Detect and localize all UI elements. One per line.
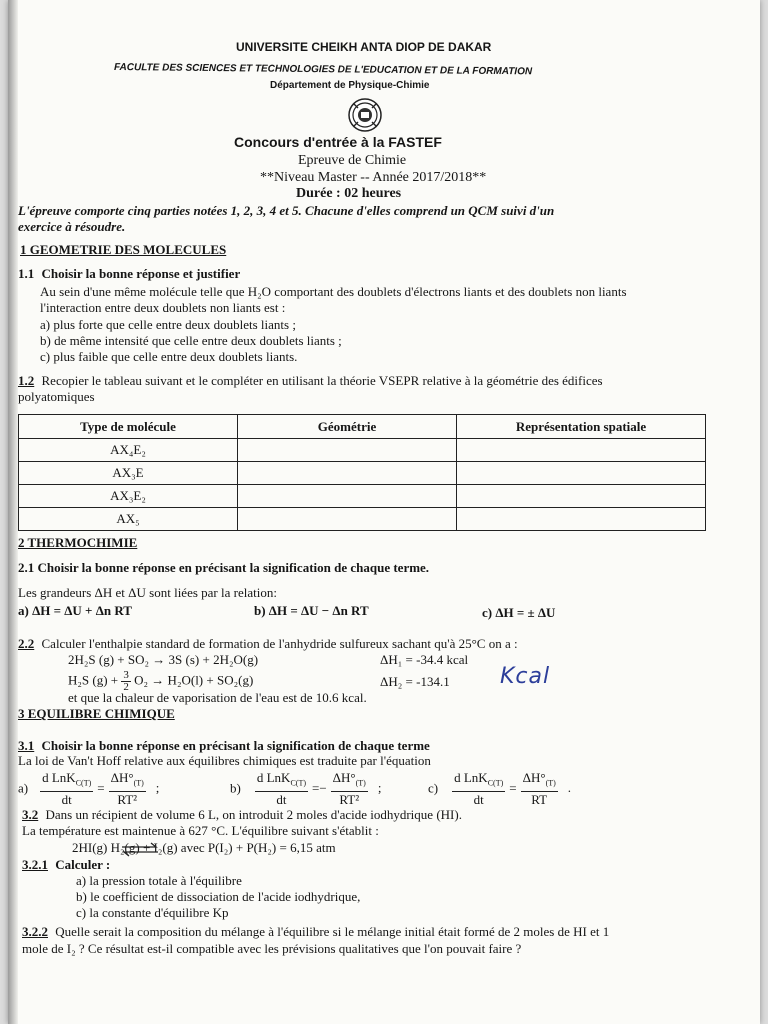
q321-item-b: b) le coefficient de dissociation de l'acide iodhydrique, (76, 889, 361, 904)
table-cell-geometry (238, 462, 457, 485)
option-c-lhs (452, 770, 505, 807)
q321-item-c: c) la constante d'équilibre Kp (76, 905, 229, 920)
q11-option-b: b) de même intensité que celle entre deux doublets liants ; (40, 333, 342, 348)
coefficient-numerator: 3 (123, 669, 129, 681)
q21-title: 2.1 Choisir la bonne réponse en précisant la signification de chaque terme. (18, 560, 430, 575)
q11-line-2: l'interaction entre deux doublets non liants est : (40, 300, 286, 315)
rhs-subscript: (T) (355, 778, 366, 788)
q21-relation: Les grandeurs ΔH et ΔU sont liées par la relation: (18, 585, 277, 600)
rhs-numerator: ΔH° (522, 770, 546, 785)
exam-title: Concours d'entrée à la FASTEF (234, 134, 442, 150)
lhs-numerator: d LnK (42, 770, 76, 785)
page-edge-shadow (8, 0, 18, 1024)
table-header-row (19, 415, 706, 439)
equilibrium-arrows-icon (120, 841, 160, 857)
table-row (19, 462, 706, 485)
option-b-lhs (255, 770, 308, 807)
vaporisation-heat: et que la chaleur de vaporisation de l'eau est de 10.6 kcal. (68, 690, 367, 705)
q22-line (18, 636, 518, 652)
q11-heading (18, 266, 240, 282)
university-name: UNIVERSITE CHEIKH ANTA DIOP DE DAKAR (236, 40, 492, 54)
option-c-rhs (521, 770, 558, 807)
exam-page (8, 0, 760, 1024)
vanthoff-option-b: b) $\frac{d LnK_{C(T)}}{dt}$ =− $\frac{\Delta H^\circ_{(T)}}{\text{RT²}}$ ; (230, 770, 382, 807)
lhs-subscript: C(T) (75, 778, 92, 788)
q22-number: 2.2 (18, 636, 35, 651)
lhs-subscript: C(T) (487, 778, 504, 788)
option-b-rhs (331, 770, 368, 807)
q32-text: Dans un récipient de volume 6 L, on introduit 2 moles d'acide iodhydrique (HI). (45, 807, 462, 822)
part1-heading: 1 GEOMETRIE DES MOLECULES (20, 242, 227, 257)
handwritten-unit: Kcal (500, 664, 551, 689)
table-header-representation: Représentation spatiale (457, 415, 706, 439)
q11-option-c: c) plus faible que celle entre deux doublets liants. (40, 349, 298, 364)
q11-option-a: a) plus forte que celle entre deux doublets liants ; (40, 317, 296, 332)
q322-line-1 (22, 924, 609, 940)
lhs-denominator: dt (276, 791, 287, 807)
q321-heading (22, 857, 110, 873)
q12-line-2: polyatomiques (18, 389, 95, 404)
option-a-lhs (40, 770, 93, 807)
department-name: Département de Physique-Chimie (270, 80, 430, 91)
reaction-1-enthalpy: ΔH₁ = -34.4 kcal (380, 652, 469, 667)
table-cell-type: AX₃E₂ (19, 485, 238, 508)
vsepr-table (18, 414, 706, 531)
q321-item-a: a) la pression totale à l'équilibre (76, 873, 242, 888)
exam-duration: Durée : 02 heures (296, 186, 402, 201)
option-a-label: a) (18, 780, 29, 796)
table-cell-geometry (238, 508, 457, 531)
lhs-numerator: d LnK (256, 770, 291, 785)
table-header-geometry: Géométrie (238, 415, 457, 439)
rhs-subscript: (T) (545, 778, 556, 788)
faculty-name: FACULTE DES SCIENCES ET TECHNOLOGIES DE L'EDUCATION ET DE LA FORMATION (113, 62, 533, 78)
q322-text: Quelle serait la composition du mélange à l'équilibre si le mélange initial était formé de 2 moles de HI et 1 (55, 924, 610, 939)
q322-line-2: mole de I₂ ? Ce résultat est-il compatible avec les prévisions qualitatives que l'on pouvait faire ? (22, 941, 522, 956)
table-cell-representation (457, 462, 706, 485)
rhs-denominator: RT² (117, 791, 138, 807)
q22-text: Calculer l'enthalpie standard de formation de l'anhydride sulfureux sachant qu'à 25°C on a : (41, 636, 518, 651)
lhs-denominator: dt (61, 791, 72, 807)
q322-number: 3.2.2 (22, 924, 48, 939)
q32-line-1 (22, 807, 462, 823)
lhs-subscript: C(T) (290, 778, 306, 788)
q321-number: 3.2.1 (22, 857, 48, 872)
table-header-type: Type de molécule (19, 415, 238, 439)
table-cell-type: AX₅ (19, 508, 238, 531)
q321-title: Calculer : (55, 857, 111, 872)
table-cell-type: AX₄E₂ (19, 439, 238, 462)
reaction-2-right: O₂ → H₂O(l) + SO₂(g) (134, 672, 254, 688)
exam-intro-line-2: exercice à résoudre. (18, 219, 126, 234)
lhs-denominator: dt (473, 791, 484, 807)
q11-line-1: Au sein d'une même molécule telle que H₂O comportant des doublets d'électrons liants et des doublets non liants (40, 284, 627, 299)
equilibrium-equation: 2HI(g) H₂(g) + I₂(g) avec P(I₂) + P(H₂) = 6,15 atm (72, 840, 336, 855)
option-c-end: . (567, 780, 572, 796)
q21-option-c: c) ΔH = ± ΔU (482, 605, 556, 620)
table-cell-representation (457, 508, 706, 531)
q31-heading (18, 738, 430, 754)
q11-number: 1.1 (18, 266, 35, 281)
vanthoff-statement: La loi de Van't Hoff relative aux équilibres chimiques est traduite par l'équation (18, 753, 431, 768)
exam-subject: Epreuve de Chimie (298, 153, 407, 168)
rhs-denominator: RT² (339, 791, 360, 807)
option-a-rhs (109, 770, 146, 807)
q32-number: 3.2 (22, 807, 39, 822)
q12-line-1 (18, 373, 603, 389)
exam-level: **Niveau Master -- Année 2017/2018** (260, 170, 487, 185)
rhs-numerator: ΔH° (110, 770, 134, 785)
vanthoff-option-a: a) $\frac{d LnK_{C(T)}}{dt}$ = $\frac{\Delta H^\circ_{(T)}}{\text{RT²}}$ ; (18, 770, 160, 807)
table-row (19, 485, 706, 508)
table-cell-type: AX₃E (19, 462, 238, 485)
part3-heading: 3 EQUILIBRE CHIMIQUE (18, 706, 175, 721)
reaction-2-enthalpy: ΔH₂ = -134.1 (380, 674, 450, 689)
q11-title: Choisir la bonne réponse et justifier (41, 266, 241, 281)
reaction-2-left: H₂S (g) + (68, 672, 119, 688)
table-cell-geometry (238, 485, 457, 508)
option-b-separator: ; (377, 780, 382, 796)
table-cell-representation (457, 439, 706, 462)
option-b-label: b) (230, 780, 241, 796)
table-cell-geometry (238, 439, 457, 462)
table-cell-representation (457, 485, 706, 508)
rhs-numerator: ΔH° (332, 770, 356, 785)
table-row (19, 439, 706, 462)
university-seal-icon (348, 98, 382, 132)
q31-number: 3.1 (18, 738, 35, 753)
reaction-1: 2H₂S (g) + SO₂ → 3S (s) + 2H₂O(g) (68, 652, 259, 667)
q31-title: Choisir la bonne réponse en précisant la signification de chaque terme (41, 738, 430, 753)
q32-line-2: La température est maintenue à 627 °C. L'équilibre suivant s'établit : (22, 823, 379, 838)
q12-text: Recopier le tableau suivant et le compléter en utilisant la théorie VSEPR relative à la géométrie des édifices (41, 373, 603, 388)
option-a-separator: ; (155, 780, 160, 796)
rhs-subscript: (T) (133, 778, 144, 788)
vanthoff-option-c: c) $\frac{d LnK_{C(T)}}{dt}$ = $\frac{\Delta H^\circ_{(T)}}{RT}$ . (428, 770, 572, 807)
lhs-numerator: d LnK (454, 770, 488, 785)
table-row (19, 508, 706, 531)
option-c-label: c) (428, 780, 439, 796)
q21-option-a: a) ΔH = ΔU + Δn RT (18, 603, 132, 618)
q21-option-b: b) ΔH = ΔU − Δn RT (254, 603, 369, 618)
exam-intro-line-1: L'épreuve comporte cinq parties notées 1, 2, 3, 4 et 5. Chacune d'elles comprend un QCM suivi d'un (18, 203, 555, 218)
part2-heading: 2 THERMOCHIMIE (18, 535, 138, 550)
rhs-denominator: RT (531, 791, 548, 807)
coefficient-denominator: 2 (123, 681, 129, 693)
q12-number: 1.2 (18, 373, 35, 388)
